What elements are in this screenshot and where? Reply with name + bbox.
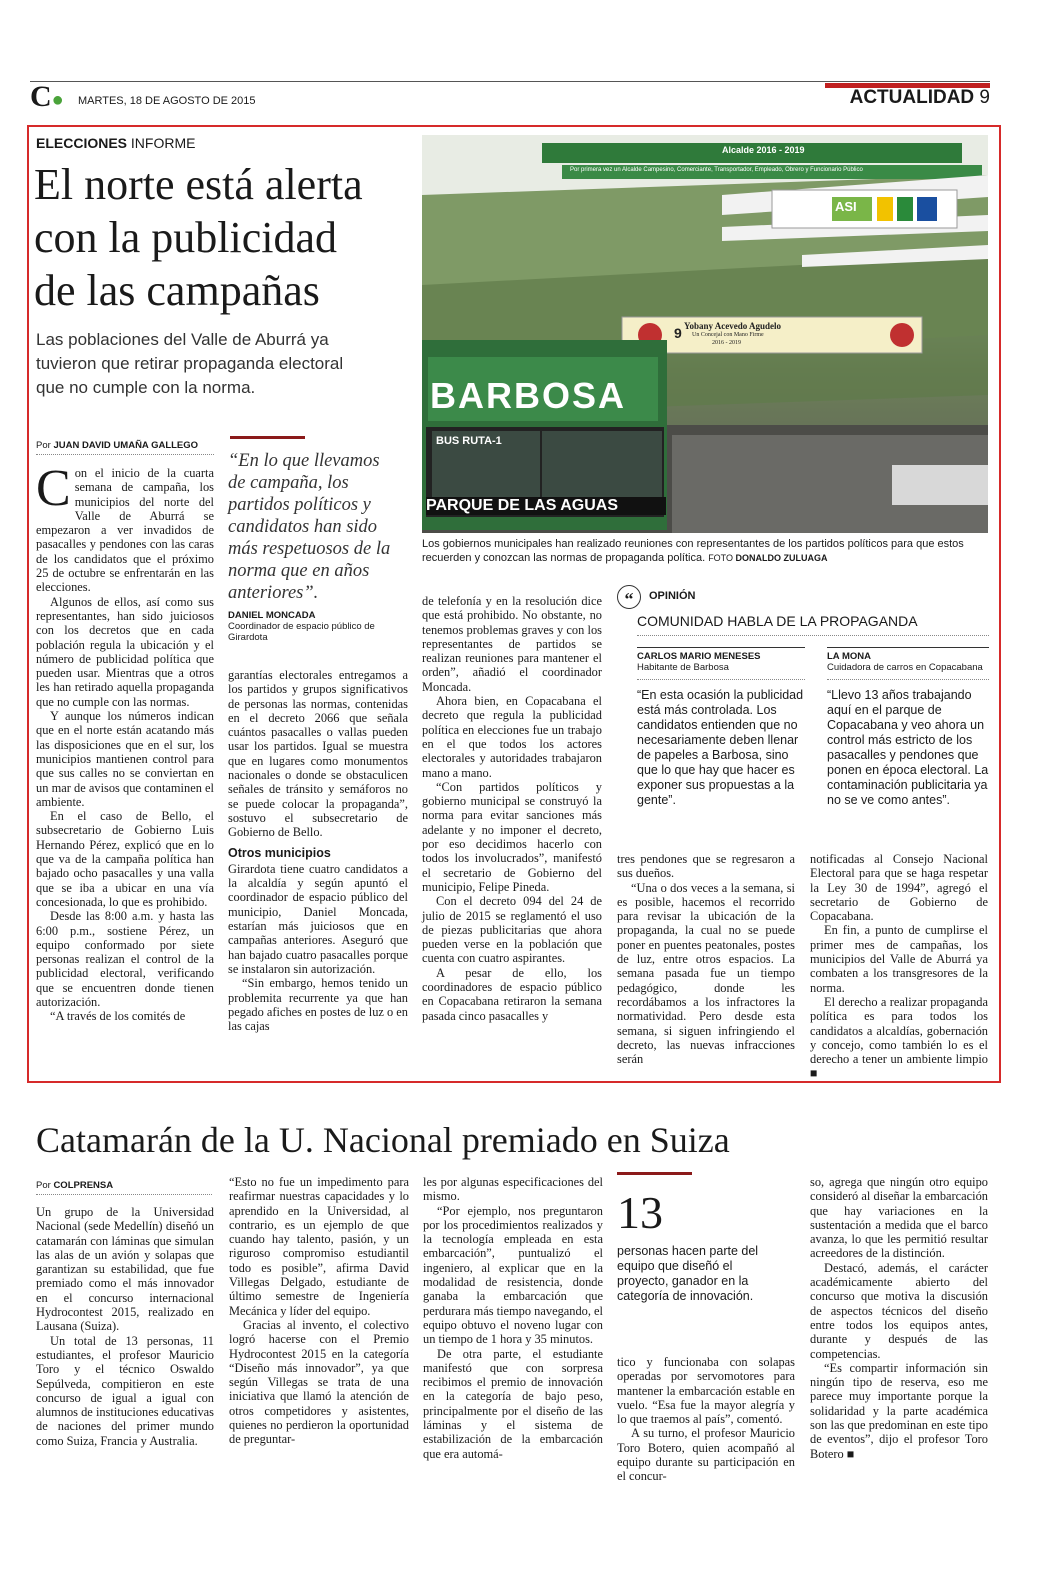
photo-bus-route: BUS RUTA-1: [436, 435, 502, 447]
opinion-person-2: [827, 651, 989, 808]
photo-banner-strip: Por primera vez un Alcalde Campesino, Comerciante, Transportador, Empleado, Obrero y Funcionario Público: [570, 167, 863, 173]
article1-column-1: C on el inicio de la cuarta semana de campaña, los municipios del norte del Valle de Aburrá se empezaron a ver invadidos de pasacalles y pendones con las caras de los candidatos que el próximo 25 de octubre se enfrentarán en las elecciones. Algunos de ellos, así como sus representantes, han sido juiciosos con los decretos que en cada población regula la ubicación y el número de publicidad política que pueden usar. Mientras que a otros les han retirado aquella propaganda que no cumple con las normas. Y aunque los números indican que en el norte están acatando más las disposiciones que en el sur, los municipios mantienen control para que sus calles no se conviertan en un mar de avisos que contaminen el ambiente. En el caso de Bello, el subsecretario de Gobierno Luis Hernando Pérez, explicó que en lo que va de la campaña política han bajado ocho pasacalles y una valla que se iba a ubicar en una vía concesionada, lo que es prohibido. Desde las 8:00 a.m. y hasta las 6:00 p.m., sostiene Pérez, un equipo conformado por siete personas realizan el control de la publicidad electoral, verificando que se encuentren donde tienen autorización. “A través de los comités de: [36, 460, 214, 1024]
photo-credit: FOTO DONALDO ZULUAGA: [708, 553, 828, 563]
opinion-quote-icon: “: [617, 585, 641, 609]
section-name: ACTUALIDAD: [849, 87, 975, 108]
article2-column-5: so, agrega que ningún otro equipo consideró al diseñar la embarcación que hay variaciones en la sustentación a medida que el barco avanza, lo que les permitió resultar acreedores de la distinción. Destacó, además, el carácter académicamente abierto del concurso que motiva la discusión de aspectos técnicos del diseño entre todos los equipos antes, durante y después de las competencias. “Es compartir información sin ningún tipo de reserva, eso me parece muy importante porque la solidaridad y la parte académica son las que predominan en este tipo de eventos”, dijo el profesor Toro Botero ■: [810, 1175, 988, 1461]
opinion-title: COMUNIDAD HABLA DE LA PROPAGANDA: [637, 613, 918, 629]
photo-bus-name: BARBOSA: [430, 375, 627, 416]
article1-column-4: tres pendones que se regresaron a sus dueños. “Una o dos veces a la semana, si es posible, hacemos el recorrido para revisar la ubicación de la propaganda, la cual no se puede poner en puentes peatonales, postes de luz, entre otros espacios. La semana pasada fue un tiempo pedagógico, donde les recordábamos a los infractores la normatividad. Pero desde esta semana, si siguen infringiendo el decreto, las nuevas infracciones serán: [617, 852, 795, 1067]
opinion-person-name: LA MONA: [827, 651, 871, 662]
article2-headline: Catamarán de la U. Nacional premiado en Suiza: [36, 1120, 730, 1160]
opinion-person-1: [637, 651, 805, 808]
photo-caption: Los gobiernos municipales han realizado reuniones con representantes de los partidos políticos para que estos recuerden y conozcan las normas de propaganda política. FOTO DONALDO ZULUAGA: [422, 538, 964, 564]
photo-bus-sign: PARQUE DE LAS AGUAS: [426, 497, 666, 515]
page-number: 9: [979, 87, 990, 108]
subtitle-otros-municipios: Otros municipios: [228, 845, 331, 860]
article1-column-3: de telefonía y en la resolución dice que está prohibido. No obstante, no tenemos problemas graves y con los representantes de partidos se realizan reuniones para mantener el orden”, añadió el coordinador Moncada. Ahora bien, en Copacabana el decreto que regula la publicidad política en elecciones fue un trabajo en el que todos los actores electorales y autoridades trabajaron mano a mano. “Con partidos políticos y gobierno municipal se construyó la norma para evitar sanciones más adelante y no imponer el decreto, por eso decidimos hacerlo con todos los involucrados”, manifestó el secretario de Gobierno del municipio, Felipe Pineda. Con el decreto 094 del 24 de julio de 2015 se reglamentó el uso de piezas publicitarias que ahora pueden verse en la población que cuenta con cuatro aspirantes. A pesar de ello, los coordinadores de espacio público en Copacabana retiraron la semana pasada cinco pasacalles y: [422, 594, 602, 1023]
pull-quote: “En lo que llevamos de campaña, los partidos políticos y candidatos han sido más respetuosos de la norma que en años anteriores”.: [228, 451, 391, 603]
article1-column-5: notificadas al Consejo Nacional Electoral para que se haga respetar la Ley 30 de 1994”, agregó el secretario de Gobierno de Copacabana. En fin, a punto de cumplirse el primer mes de campañas, los municipios del Valle de Aburrá ya combaten a los transgresores de la norma. El derecho a realizar propaganda política es para todos los candidatos a alcaldías, gobernación y concejo, como también lo es el derecho a tener un ambiente limpio ■: [810, 852, 988, 1081]
photo-banner-title: Alcalde 2016 - 2019: [722, 145, 805, 155]
article2-column-4: tico y funcionaba con solapas operadas por servomotores para mantener la embarcación estable en vuelo. “Esa fue la mayor alegría y lo que traemos al país”, comentó. A su turno, el profesor Mauricio Toro Botero, quien acompañó al equipo durante su participación en el concur-: [617, 1355, 795, 1484]
opinion-label: OPINIÓN: [649, 590, 696, 602]
article-kicker: ELECCIONES INFORME: [36, 135, 196, 151]
photo-banner-slogan: Un Concejal con Mano Firme: [692, 332, 764, 338]
article-subhead: Las poblaciones del Valle de Aburrá ya tuvieron que retirar propaganda electoral que no cumple con la norma.: [36, 330, 344, 397]
opinion-person-role: Cuidadora de carros en Copacabana: [827, 662, 983, 673]
photo-banner-years: 2016 - 2019: [712, 340, 741, 346]
opinion-person-name: CARLOS MARIO MENESES: [637, 651, 761, 662]
opinion-box: [617, 585, 989, 837]
logo-letter: C: [30, 80, 52, 113]
opinion-person-quote: “En esta ocasión la publicidad está más controlada. Los candidatos entienden que no necesariamente deben llenar de papeles a Barbosa, sino que lo que hay que hacer es exponer sus propuestas a la gente”.: [637, 688, 804, 807]
newspaper-logo: [30, 82, 64, 115]
photo-logo-text: ASI: [835, 199, 857, 214]
article2-column-1: Un grupo de la Universidad Nacional (sede Medellín) diseñó un catamarán con láminas que simulan las alas de un avión y solapas que garantizan su estabilidad, que fue premiado como el más innovador en el concurso internacional Hydrocontest 2015, realizado en Lausana (Suiza). Un total de 13 personas, 11 estudiantes, el profesor Mauricio Toro y el técnico Oswaldo Sepúlveda, compitieron en este concurso de igual a igual con alumnos de instituciones educativas de naciones del primer mundo como Suiza, Francia y Australia.: [36, 1205, 214, 1448]
article2-byline: Por COLPRENSA: [36, 1180, 212, 1195]
photo-banner-number: 9: [674, 325, 682, 341]
pull-quote-rule: [230, 436, 305, 439]
pull-quote-role: Coordinador de espacio público de Girardota: [228, 621, 375, 643]
page-header: [30, 78, 990, 113]
photo-banner-name: Yobany Acevedo Agudelo: [684, 321, 782, 331]
opinion-person-quote: “Llevo 13 años trabajando aquí en el parque de Copacabana y veo ahora un control más estricto de los pasacalles y pendones que ponen en época electoral. La contaminación publicitaria ya no se ve como antes”.: [827, 688, 989, 807]
article1-column-2: garantías electorales entregamos a los partidos y grupos significativos de personas las normas, contenidas en el decreto 2066 que señala cuántos pasacalles o vallas pueden usar los partidos. Igual se muestra que en lugares como monumentos nacionales o donde se obstaculicen señales de tránsito y semáforos no se puede colocar la propaganda”, sostuvo el subsecretario de Gobierno de Bello. Otros municipios Girardota tiene cuatro candidatos a la alcaldía y según apuntó el coordinador de espacio público del municipio, Daniel Moncada, estarían más juiciosos que en campañas anteriores. Aseguró que han bajado cuatro pasacalles porque se instalaron sin autorización. “Sin embargo, hemos tenido un problemita recurrente ya que han pegado afiches en postes de luz o en las cajas: [228, 668, 408, 1034]
byline: Por JUAN DAVID UMAÑA GALLEGO: [36, 440, 214, 455]
stat-rule: [617, 1172, 692, 1175]
article2-column-3: les por algunas especificaciones del mismo. “Por ejemplo, nos preguntaron por los procedimientos realizados y la tecnología empleada en esta embarcación”, puntualizó el ingeniero, al explicar que en la modalidad de resistencia, donde ganaba la embarcación que perdurara más tiempo navegando, el equipo obtuvo el noveno lugar con un tiempo de 1 hora y 35 minutos. De otra parte, el estudiante manifestó que con sorpresa recibimos el premio de innovación en la categoría de bajo peso, principalmente por el diseño de las láminas y el sistema de estabilización de la embarcación que era automá-: [423, 1175, 603, 1461]
stat-number: 13: [617, 1187, 663, 1238]
logo-dot-icon: ●: [51, 89, 64, 111]
article2-column-2: “Esto no fue un impedimento para reafirmar nuestras capacidades y lo aprendido en la Universidad, al contrario, es un ejemplo de que cuando hay talento, pasión, y un riguroso compromiso estudiantil todo es posible”, afirma David Villegas Delgado, estudiante de último semestre de Ingeniería Mecánica y líder del equipo. Gracias al invento, el colectivo logró hacerse con el Premio Hydrocontest 2015 en la categoría “Diseño más innovador”, ya que según Villegas se trata de una iniciativa que llamó la atención de otros competidores y asistentes, quienes no perdieron la oportunidad de preguntar-: [229, 1175, 409, 1447]
stat-text: personas hacen parte del equipo que diseñó el proyecto, ganador en la categoría de innovación.: [617, 1244, 759, 1303]
pull-quote-name: DANIEL MONCADA: [228, 610, 316, 621]
article-headline: El norte está alerta con la publicidad de las campañas: [34, 160, 363, 315]
issue-date: MARTES, 18 DE AGOSTO DE 2015: [78, 95, 256, 107]
drop-cap: C: [36, 460, 71, 517]
opinion-person-role: Habitante de Barbosa: [637, 662, 729, 673]
article-photo: [422, 135, 988, 533]
